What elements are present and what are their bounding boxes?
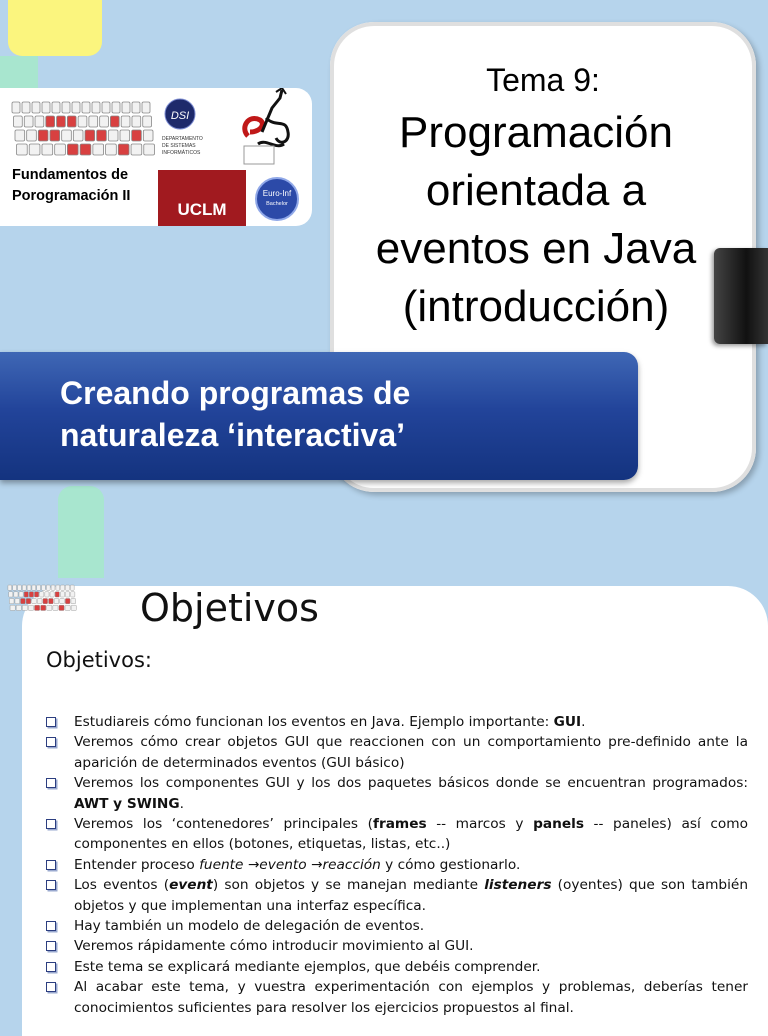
keyboard-key — [112, 102, 120, 113]
euro-line-1: Euro-Inf — [262, 189, 292, 198]
list-item: Hay también un modelo de delegación de eventos. — [46, 916, 748, 936]
keyboard-key — [142, 102, 150, 113]
keyboard-key — [66, 592, 70, 597]
checkbox-bullet-icon — [46, 860, 56, 870]
objectives-heading: Objetivos — [140, 586, 319, 630]
keyboard-key — [108, 130, 118, 141]
list-item: Al acabar este tema, y vuestra experimentación con ejemplos y problemas, deberías tener conocimientos suficientes para resolver los ejercicios propuestos al final. — [46, 977, 748, 1018]
uclm-logo — [158, 170, 246, 226]
keyboard-key — [66, 585, 70, 590]
course-caption — [12, 165, 130, 207]
keyboard-key — [51, 585, 55, 590]
keyboard-key — [62, 102, 70, 113]
keyboard-key — [54, 598, 59, 603]
keyboard-key — [50, 130, 60, 141]
ev-logo-icon — [236, 88, 304, 168]
keyboard-key — [70, 585, 74, 590]
keyboard-key — [71, 605, 76, 610]
objectives-list — [46, 712, 748, 1018]
list-item: Los eventos (event) son objetos y se manejan mediante listeners (oyentes) que son también objetos y que implementan una interfaz específica. — [46, 875, 748, 916]
keyboard-key — [38, 130, 48, 141]
keyboard-key — [42, 102, 50, 113]
keyboard-key — [56, 585, 60, 590]
subtitle-banner — [0, 352, 638, 480]
banner-line-1: Creando programas de — [60, 375, 411, 411]
list-item: Veremos los ‘contenedores’ principales (frames -- marcos y panels -- paneles) así como componentes en ellos (botones, etiquetas, listas, etc..) — [46, 814, 748, 855]
title-line: orientada a — [425, 166, 647, 215]
keyboard-key — [29, 592, 33, 597]
euro-line-2: Bachelor — [266, 201, 288, 207]
keyboard-key — [110, 116, 119, 127]
keyboard-key — [57, 116, 66, 127]
keyboard-key — [14, 592, 18, 597]
keyboard-key — [24, 116, 33, 127]
dsi-abbr: DSI — [170, 110, 190, 122]
keyboard-key — [143, 130, 153, 141]
keyboard-key — [35, 116, 44, 127]
keyboard-key — [32, 102, 40, 113]
keyboard-key — [27, 130, 37, 141]
keyboard-key — [71, 592, 75, 597]
yellow-accent-shape — [8, 0, 102, 56]
checkbox-bullet-icon — [46, 778, 56, 788]
keyboard-key — [46, 585, 50, 590]
keyboard-key — [27, 585, 31, 590]
banner-line-2: naturaleza ‘interactiva’ — [60, 417, 406, 453]
keyboard-key — [41, 605, 46, 610]
keyboard-key — [62, 130, 72, 141]
keyboard-key — [19, 592, 23, 597]
checkbox-bullet-icon — [46, 880, 56, 890]
keyboard-key — [52, 102, 60, 113]
keyboard-key — [17, 144, 28, 155]
keyboard-key — [8, 585, 12, 590]
logo-panel — [0, 88, 312, 226]
objectives-slide — [22, 586, 768, 1036]
keyboard-key — [80, 144, 91, 155]
keyboard-key — [67, 144, 78, 155]
teal-accent-shape — [0, 56, 38, 92]
keyboard-key — [61, 585, 65, 590]
keyboard-key — [59, 605, 64, 610]
dark-side-tab — [714, 248, 768, 344]
keyboard-key — [60, 598, 65, 603]
keyboard-logo-icon — [8, 100, 158, 158]
keyboard-key — [22, 605, 27, 610]
keyboard-key — [24, 592, 28, 597]
keyboard-key — [82, 102, 90, 113]
topic-number: Tema 9: — [486, 62, 600, 98]
keyboard-key — [32, 598, 37, 603]
keyboard-key — [72, 102, 80, 113]
keyboard-key — [143, 116, 152, 127]
keyboard-key — [47, 605, 52, 610]
keyboard-key — [122, 102, 130, 113]
keyboard-key — [35, 605, 40, 610]
keyboard-key — [121, 116, 130, 127]
keyboard-key — [13, 585, 17, 590]
keyboard-key — [65, 605, 70, 610]
list-item: Estudiareis cómo funcionan los eventos en Java. Ejemplo importante: GUI. — [46, 712, 748, 732]
title-line: eventos en Java — [375, 224, 697, 273]
keyboard-key — [21, 598, 26, 603]
keyboard-key — [100, 116, 109, 127]
title-line: (introducción) — [402, 282, 670, 331]
list-item: Veremos los componentes GUI y los dos paquetes básicos donde se encuentran programados: AWT y SWING. — [46, 773, 748, 814]
keyboard-key — [14, 116, 23, 127]
keyboard-logo-small-icon — [6, 580, 78, 616]
keyboard-key — [10, 605, 15, 610]
keyboard-key — [85, 130, 95, 141]
keyboard-key — [15, 598, 20, 603]
keyboard-key — [92, 102, 100, 113]
keyboard-key — [32, 585, 36, 590]
keyboard-key — [9, 598, 14, 603]
course-line-2: Porogramación II — [12, 188, 131, 204]
keyboard-key — [97, 130, 107, 141]
keyboard-key — [132, 116, 141, 127]
keyboard-key — [22, 102, 30, 113]
keyboard-key — [26, 598, 31, 603]
keyboard-key — [28, 605, 33, 610]
checkbox-bullet-icon — [46, 941, 56, 951]
list-item: Veremos rápidamente cómo introducir movimiento al GUI. — [46, 936, 748, 956]
course-line-1: Fundamentos de — [12, 167, 129, 183]
list-item: Veremos cómo crear objetos GUI que reaccionen con un comportamiento pre-definido ante la aparición de determinados eventos (GUI básico) — [46, 732, 748, 773]
objectives-subheading: Objetivos: — [46, 648, 152, 672]
keyboard-key — [89, 116, 98, 127]
dsi-logo-icon — [160, 96, 234, 156]
keyboard-key — [50, 592, 54, 597]
keyboard-key — [73, 130, 83, 141]
dsi-line-2: DE SISTEMAS — [162, 143, 196, 149]
checkbox-bullet-icon — [46, 921, 56, 931]
keyboard-key — [53, 605, 58, 610]
keyboard-key — [9, 592, 13, 597]
keyboard-key — [144, 144, 155, 155]
checkbox-bullet-icon — [46, 717, 56, 727]
checkbox-bullet-icon — [46, 962, 56, 972]
keyboard-key — [45, 592, 49, 597]
arrow-right-icon: → — [247, 856, 260, 873]
keyboard-key — [131, 144, 142, 155]
title-line: Programación — [399, 108, 673, 157]
dsi-line-3: INFORMÁTICOS — [162, 150, 201, 156]
uclm-logo-text: UCLM — [177, 200, 227, 219]
euro-inf-logo-icon — [250, 176, 304, 222]
keyboard-key — [78, 116, 87, 127]
list-item: Este tema se explicará mediante ejemplos, que debéis comprender. — [46, 957, 748, 977]
keyboard-key — [102, 102, 110, 113]
keyboard-key — [132, 130, 142, 141]
keyboard-key — [106, 144, 117, 155]
checkbox-bullet-icon — [46, 737, 56, 747]
presentation-title — [320, 104, 752, 336]
list-item: Entender proceso fuente →evento →reacción y cómo gestionarlo. — [46, 855, 748, 875]
banner-text — [60, 372, 410, 456]
checkbox-bullet-icon — [46, 982, 56, 992]
dsi-line-1: DEPARTAMENTO — [162, 136, 203, 142]
keyboard-key — [16, 605, 21, 610]
keyboard-key — [55, 592, 59, 597]
keyboard-key — [40, 592, 44, 597]
keyboard-key — [42, 585, 46, 590]
keyboard-key — [55, 144, 66, 155]
keyboard-key — [93, 144, 104, 155]
keyboard-key — [34, 592, 38, 597]
keyboard-key — [15, 130, 25, 141]
teal-accent-shape — [58, 486, 104, 578]
keyboard-key — [120, 130, 130, 141]
keyboard-key — [132, 102, 140, 113]
checkbox-bullet-icon — [46, 819, 56, 829]
keyboard-key — [37, 585, 41, 590]
keyboard-key — [43, 598, 48, 603]
keyboard-key — [71, 598, 76, 603]
keyboard-key — [18, 585, 22, 590]
keyboard-key — [60, 592, 64, 597]
keyboard-key — [42, 144, 53, 155]
keyboard-key — [118, 144, 129, 155]
keyboard-key — [65, 598, 70, 603]
keyboard-key — [29, 144, 40, 155]
keyboard-key — [49, 598, 54, 603]
keyboard-key — [12, 102, 20, 113]
arrow-right-icon: → — [311, 856, 323, 873]
keyboard-key — [67, 116, 76, 127]
keyboard-key — [46, 116, 55, 127]
keyboard-key — [22, 585, 26, 590]
keyboard-key — [37, 598, 42, 603]
